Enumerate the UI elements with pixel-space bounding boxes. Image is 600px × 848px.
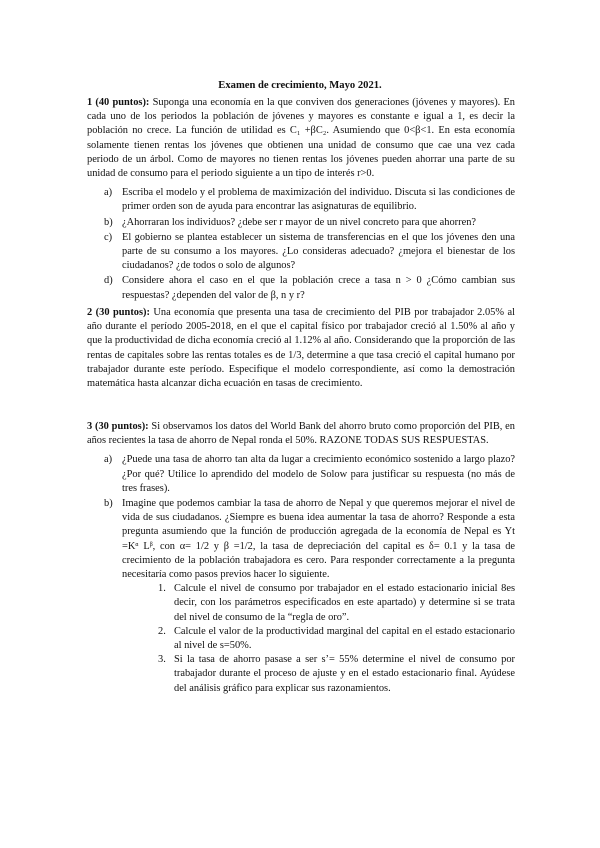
item-text: Escriba el modelo y el problema de maximización del individuo. Discuta si las condiciones de primer orden son de ayuda para encontrar las asignaturas de equilibrio. bbox=[122, 187, 515, 213]
item-text: Considere ahora el caso en el que la población crece a tasa n > 0 ¿Cómo cambian sus respuestas? ¿dependen del valor de β, n y r? bbox=[122, 275, 515, 301]
step-text: Calcule el valor de la productividad marginal del capital en el estado estacionario al nivel de s=50%. bbox=[174, 625, 515, 652]
question-3-item-a bbox=[87, 453, 515, 496]
question-3-statement bbox=[87, 420, 515, 448]
question-3-b-steps bbox=[122, 582, 515, 696]
question-2-statement bbox=[87, 306, 515, 391]
item-text: ¿Puede una tasa de ahorro tan alta da lugar a crecimiento económico sostenido a largo plazo? ¿Por qué? Utilice lo aprendido del modelo de Solow para justificar su respuesta (no más de tres frases). bbox=[122, 454, 515, 494]
item-marker: b) bbox=[104, 216, 113, 228]
exam-title: Examen de crecimiento, Mayo 2021. bbox=[218, 80, 382, 91]
step-3 bbox=[122, 653, 515, 696]
step-marker: 2. bbox=[158, 625, 166, 637]
question-1-item-c bbox=[87, 231, 515, 274]
question-3-items bbox=[87, 453, 515, 695]
question-2-text: Una economía que presenta una tasa de crecimiento del PIB por trabajador 2.05% al año durante el período 2005-2018, en el que el capital físico por trabajador creció al 1.50% al año y que la productividad de dicha economía creció al 1.12% al año. Considerando que la proporción de las rentas de capitales sobre las rentas totales es de 1/3, determine a que tasa creció el capital humano por trabajador durante este período. Especifique el modelo correspondiente, así como la demostración matemática hasta alcanzar dicha ecuación en tasas de crecimiento. bbox=[87, 307, 515, 390]
item-marker: a) bbox=[104, 454, 113, 466]
question-1-item-a bbox=[87, 186, 515, 214]
item-marker: a) bbox=[104, 187, 113, 199]
question-1-statement bbox=[87, 96, 515, 181]
question-3-text: Si observamos los datos del World Bank del ahorro bruto como proporción del PIB, en años recientes la tasa de ahorro de Nepal ronda el 50%. RAZONE TODAS SUS RESPUESTAS. bbox=[87, 421, 515, 447]
question-1 bbox=[87, 96, 515, 304]
question-1-items bbox=[87, 186, 515, 303]
item-text: El gobierno se plantea establecer un sistema de transferencias en el que los jóvenes den una parte de su consumo a los mayores. ¿Lo consideras adecuado? ¿mejora el bienestar de los ciudadanos? ¿de todos o solo de algunos? bbox=[122, 231, 515, 272]
question-1-text: Suponga una economía en la que conviven dos generaciones (jóvenes y mayores). En cada uno de los periodos la población de jóvenes y mayores es constante e igual a 1, es decir la población no crece. La función de utilidad es C₁ +βC₂. Asumiendo que 0<β<1. En esta economía solamente tienen rentas los jóvenes que obtienen una unidad de consumo que cae una vez cada periodo de un árbol. Como de mayores no tienen rentas los jóvenes pueden ahorrar una parte de su unidad de consumo para el periodo siguiente a un tipo de interés r>0. bbox=[87, 97, 515, 180]
question-2-heading: 2 (30 puntos): bbox=[87, 307, 150, 318]
item-marker: b) bbox=[104, 498, 113, 510]
step-text: Calcule el nivel de consumo por trabajador en el estado estacionario inicial 8es decir, con los parámetros especificados en este apartado) y determine si se trata del nivel de consumo de la “regla de oro”. bbox=[174, 583, 515, 623]
step-1 bbox=[122, 582, 515, 625]
question-3-item-b bbox=[87, 497, 515, 696]
step-marker: 3. bbox=[158, 654, 166, 666]
question-3 bbox=[87, 420, 515, 697]
step-marker: 1. bbox=[158, 583, 166, 595]
step-text: Si la tasa de ahorro pasase a ser s’= 55% determine el nivel de consumo por trabajador durante el proceso de ajuste y en el estado estacionario final. Ayúdese del análisis gráfico para explicar sus razonamientos. bbox=[174, 654, 515, 694]
step-2 bbox=[122, 625, 515, 653]
question-1-heading: 1 (40 puntos): bbox=[87, 97, 150, 108]
item-text: Imagine que podemos cambiar la tasa de ahorro de Nepal y que queremos mejorar el nivel de vida de sus ciudadanos. ¿Siempre es buena idea aumentar la tasa de ahorro? Responde a esta pregunta asumiendo que la función de producción agregada de la economía de Nepal es Yt =Kᵅ Lᵝ, con α= 1/2 y β =1/2, la tasa de depreciación del capital es δ= 0.1 y la tasa de crecimiento de la población trabajadora es cero. Para responder correctamente a la pregunta necesitaría como pasos previos hacer lo siguiente. bbox=[122, 498, 515, 581]
item-text: ¿Ahorraran los individuos? ¿debe ser r mayor de un nivel concreto para que ahorren? bbox=[122, 216, 477, 228]
question-1-item-b bbox=[87, 216, 515, 230]
question-3-heading: 3 (30 puntos): bbox=[87, 421, 149, 432]
question-1-item-d bbox=[87, 274, 515, 302]
item-marker: d) bbox=[104, 275, 113, 287]
question-2 bbox=[87, 306, 515, 391]
item-marker: c) bbox=[104, 231, 113, 243]
